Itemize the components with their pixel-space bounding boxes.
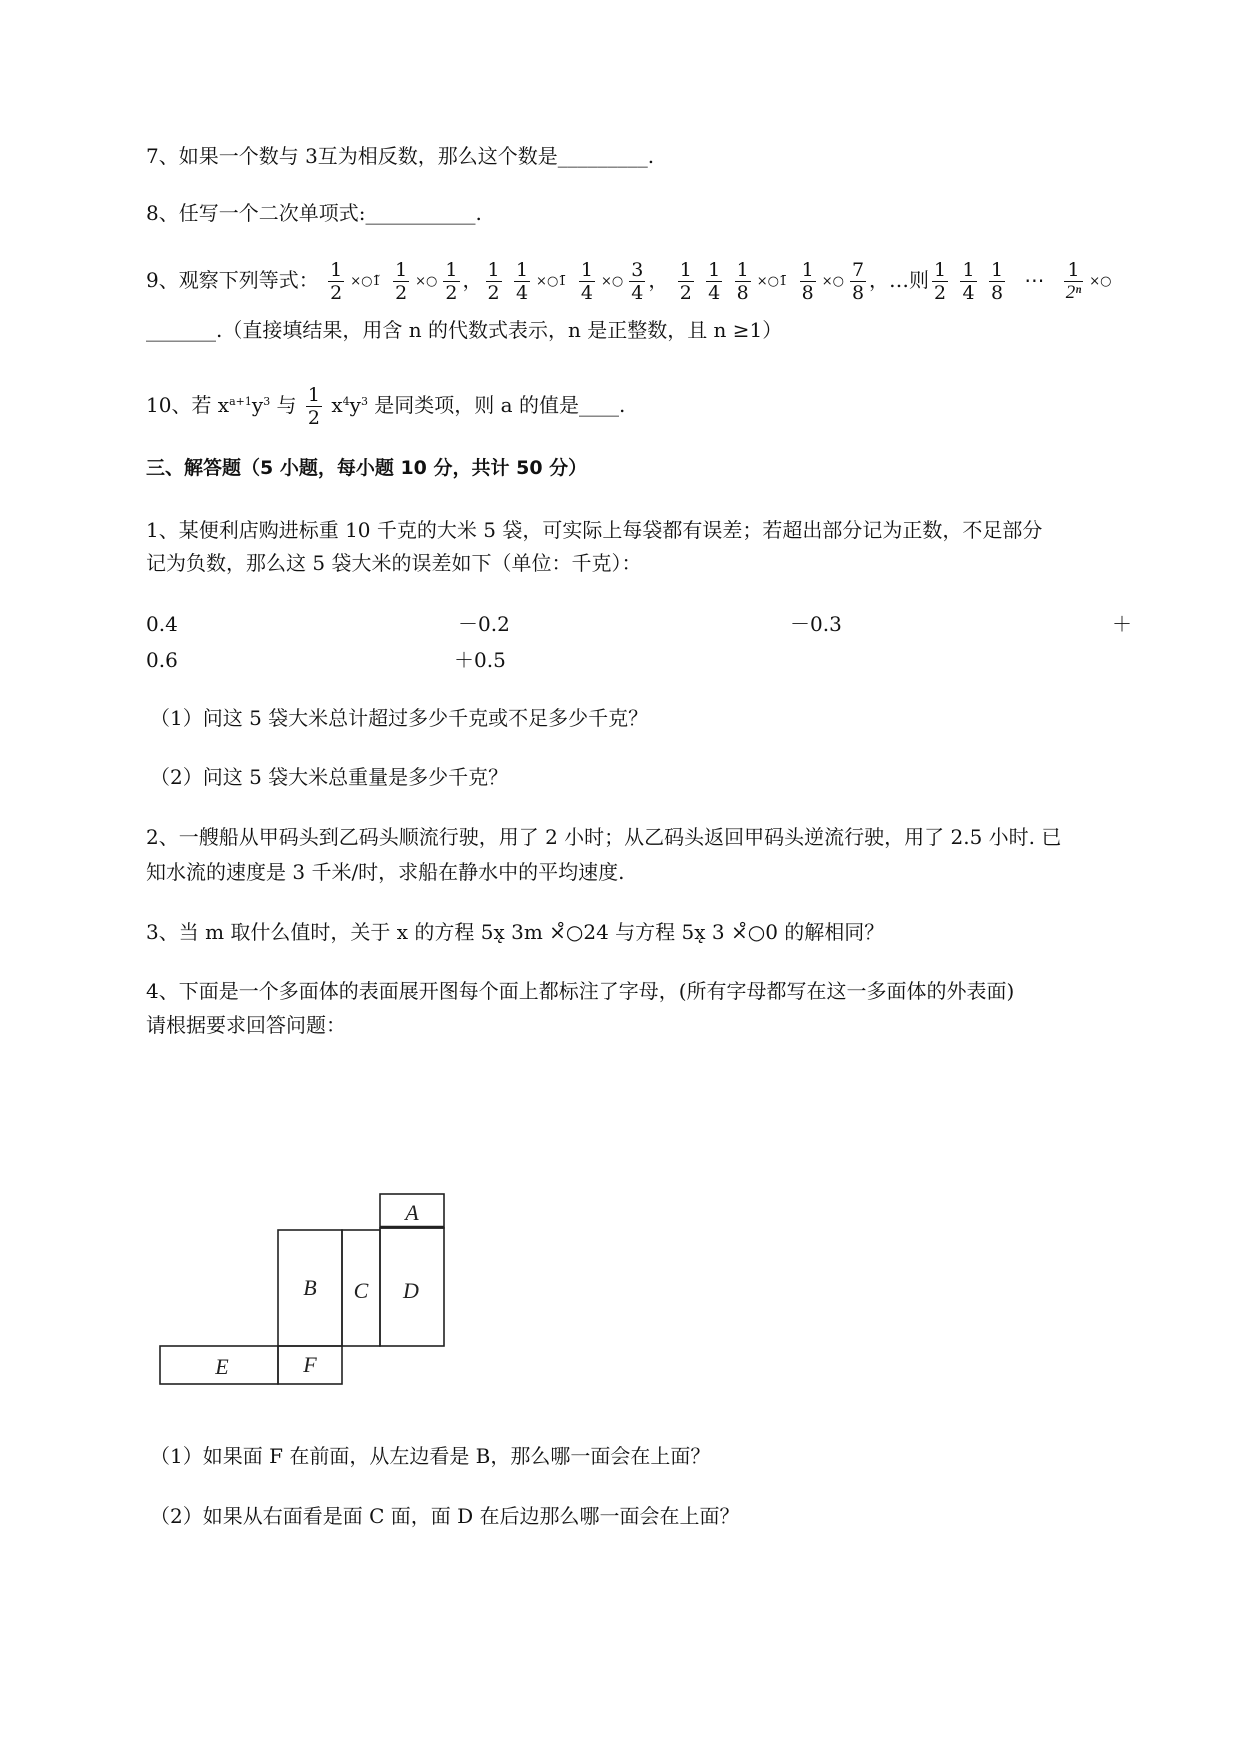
problem-1-sub1: （1）问这 5 袋大米总计超过多少千克或不足多少千克？ xyxy=(150,706,649,730)
face-label-d: D xyxy=(403,1278,419,1303)
question-7: 7、如果一个数与 3互为相反数，那么这个数是_________. xyxy=(146,144,655,168)
problem-1-line2: 记为负数，那么这 5 袋大米的误差如下（单位：千克）： xyxy=(146,551,642,575)
face-label-a: A xyxy=(405,1200,419,1225)
garbled-glyph: ×○ xyxy=(415,273,438,289)
problem-2-line2: 知水流的速度是 3 千米/时，求船在静水中的平均速度. xyxy=(146,860,625,884)
problem-4-line2: 请根据要求回答问题： xyxy=(146,1013,346,1037)
section-3-title: 三、解答题（5 小题，每小题 10 分，共计 50 分） xyxy=(146,457,588,479)
fraction: $\frac{7}{8}$ xyxy=(851,259,865,304)
error-value: ＋ xyxy=(1112,612,1132,636)
garbled-glyph: ×○ xyxy=(821,273,844,289)
fraction: $\frac{1}{8}$ xyxy=(990,259,1004,304)
face-label-c: C xyxy=(353,1278,369,1303)
question-8: 8、任写一个二次单项式:___________. xyxy=(146,201,482,225)
garbled-glyph: ×○1̄ xyxy=(756,273,788,289)
fraction: $\frac{1}{2}$ xyxy=(445,259,458,304)
garbled-glyph: ×○ xyxy=(601,273,624,289)
question-9: 9、观察下列等式： $\frac{1}{2}$ ×○1̃ $\frac{1}{2}$ ×○ $\frac{1}{2}$ ， $\frac{1}{2}$ $\frac{1}{4}$ ×○1̄ $\frac{1}{4}$ ×○ $\frac{3}{4}$ ， $\frac{1}{2}$ $\frac{1}{4}$ $\frac{1}{8}$ ×○1̄ $\frac{1}{8}$ ×○ $\frac{7}{8}$ ，…则 $\frac{1}{2}$ $\frac{1}{4}$ $\frac{1}{8}$ ⋯ $\frac{1}{\text{2ⁿ}}$ ×○ xyxy=(146,259,1112,304)
fraction: $\frac{1}{2}$ xyxy=(307,384,320,429)
fraction: $\frac{1}{2}$ xyxy=(934,259,947,304)
problem-1-sub2: （2）问这 5 袋大米总重量是多少千克？ xyxy=(150,765,509,789)
fraction: $\frac{1}{4}$ xyxy=(962,259,975,304)
problem-4-sub2: （2）如果从右面看是面 C 面，面 D 在后边那么哪一面会在上面？ xyxy=(150,1504,740,1528)
face-label-b: B xyxy=(303,1275,317,1300)
fraction: $\frac{1}{2}$ xyxy=(487,259,500,304)
error-value: －0.3 xyxy=(790,612,842,636)
fraction: $\frac{1}{\text{2ⁿ}}$ xyxy=(1065,259,1082,303)
q9-ellipsis: …则 xyxy=(889,268,930,292)
fraction: $\frac{3}{4}$ xyxy=(631,259,644,304)
error-value: ＋0.5 xyxy=(454,648,506,672)
fraction: $\frac{1}{2}$ xyxy=(679,259,692,304)
error-value: 0.6 xyxy=(146,648,178,672)
fraction: $\frac{1}{4}$ xyxy=(708,259,721,304)
error-value: －0.2 xyxy=(458,612,510,636)
garbled-glyph: ×○1̃ xyxy=(350,273,381,289)
fraction: $\frac{1}{4}$ xyxy=(515,259,529,304)
fraction: $\frac{1}{4}$ xyxy=(580,259,594,304)
garbled-glyph: ×○ xyxy=(1089,273,1112,289)
q9-dots: ⋯ xyxy=(1024,268,1045,292)
question-10: 10、若 $x^{a+1}y^3$ 与 $\frac{1}{2}$ $x^4y^3$ 是同类项，则 a 的值是____. xyxy=(146,384,626,429)
face-label-f: F xyxy=(303,1352,317,1377)
fraction: $\frac{1}{2}$ xyxy=(395,259,408,304)
problem-1-line1: 1、某便利店购进标重 10 千克的大米 5 袋，可实际上每袋都有误差；若超出部分记为正数，不足部分 xyxy=(146,518,1043,542)
problem-3: 3、当 m 取什么值时，关于 x 的方程 5x̨ 3m ×̊○24 与方程 5x̨ 3 ×̊○0 的解相同？ xyxy=(146,920,885,944)
fraction: $\frac{1}{2}$ xyxy=(330,259,343,304)
question-9-line2: _______.（直接填结果，用含 n 的代数式表示，n 是正整数，且 n ≥1） xyxy=(146,318,783,342)
error-value: 0.4 xyxy=(146,612,178,636)
problem-4-sub1: （1）如果面 F 在前面，从左边看是 B，那么哪一面会在上面？ xyxy=(150,1444,711,1468)
polyhedron-net-diagram xyxy=(158,1192,458,1392)
fraction: $\frac{1}{8}$ xyxy=(801,259,814,304)
problem-2-line1: 2、一艘船从甲码头到乙码头顺流行驶，用了 2 小时；从乙码头返回甲码头逆流行驶，用了 2.5 小时. 已 xyxy=(146,825,1062,849)
garbled-glyph: ×○1̄ xyxy=(536,273,567,289)
q9-prefix: 9、观察下列等式： xyxy=(146,268,319,292)
problem-4-line1: 4、下面是一个多面体的表面展开图每个面上都标注了字母，(所有字母都写在这一多面体的外表面) xyxy=(146,979,1015,1003)
face-label-e: E xyxy=(215,1354,229,1379)
fraction: $\frac{1}{8}$ xyxy=(736,259,749,304)
